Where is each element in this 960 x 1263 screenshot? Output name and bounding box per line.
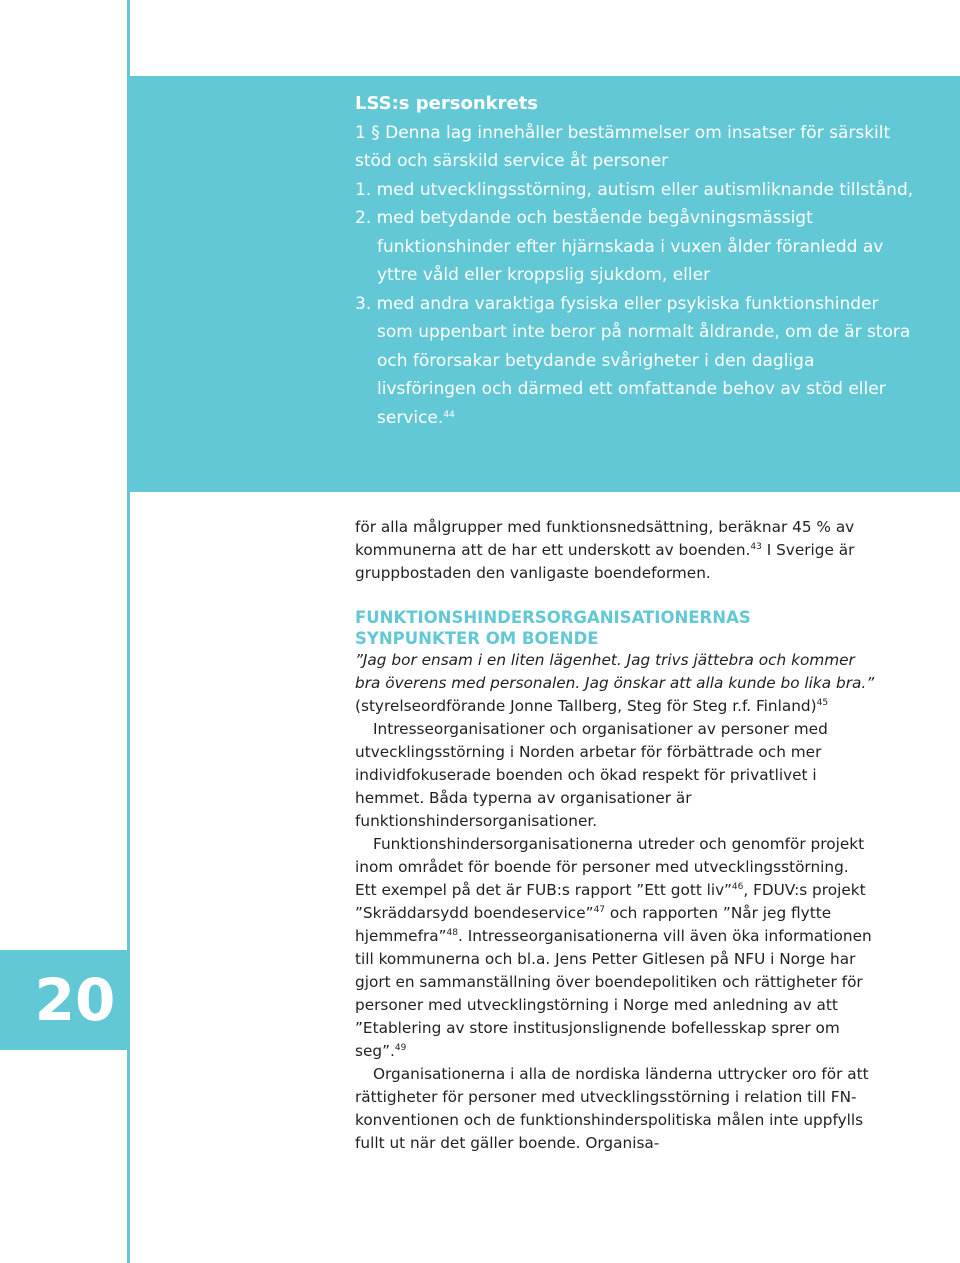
paragraph-text: för alla målgrupper med funktionsnedsättning, beräknar 45 % av kommunerna att de har ett underskott av boenden. <box>355 518 855 559</box>
info-box-content <box>355 90 915 432</box>
footnote-ref: 44 <box>443 409 455 420</box>
page-number: 20 <box>34 966 116 1034</box>
main-text <box>355 516 875 1155</box>
footnote-ref: 47 <box>593 905 606 915</box>
paragraph-text: och rapporten ”Når jeg flytte hjemmefra” <box>355 904 832 945</box>
paragraph <box>355 833 875 1063</box>
footnote-ref: 46 <box>731 882 744 892</box>
list-item-text: 3. med andra varaktiga fysiska eller psykiska funktionshinder som uppenbart inte beror på normalt åldrande, om de är stora och förorsakar betydande svårigheter i den dagliga livsföringen och därmed ett omfattande behov av stöd eller service. <box>355 293 911 428</box>
quote-source: (styrelseordförande Jonne Tallberg, Steg för Steg r.f. Finland) <box>355 697 817 715</box>
paragraph: Intresseorganisationer och organisationer av personer med utvecklingsstörning i Norden arbetar för förbättrade och mer individfokuserade boenden och ökad respekt för privatlivet i hemmet. Båda typerna av organisationer är funktionshindersorganisationer. <box>355 720 828 830</box>
footnote-ref: 49 <box>394 1043 407 1053</box>
paragraph-text: I Sverige är gruppbostaden den vanligaste boendeformen. <box>355 541 855 582</box>
paragraph: Organisationerna i alla de nordiska länderna uttrycker oro för att rättigheter för personer med utvecklingsstörning i relation till FN-konventionen och de funktionshinderspolitiska målen inte uppfylls fullt ut när det gäller boende. Organisa- <box>355 1065 869 1152</box>
footnote-ref: 45 <box>816 698 829 708</box>
page-number-box <box>0 950 130 1050</box>
list-item: 2. med betydande och bestående begåvningsmässigt funktionshinder efter hjärnskada i vuxen ålder föranledd av yttre våld eller kroppslig sjukdom, eller <box>355 208 884 285</box>
list-item <box>355 290 915 433</box>
info-box-title: LSS:s personkrets <box>355 93 539 114</box>
info-box-intro: 1 § Denna lag innehåller bestämmelser om insatser för särskilt stöd och särskild service åt personer <box>355 122 891 171</box>
quote-text: ”Jag bor ensam i en liten lägenhet. Jag trivs jättebra och kommer bra överens med personalen. Jag önskar att alla kunde bo lika bra.” <box>355 651 875 692</box>
paragraph-text: Funktionshindersorganisationerna utreder och genomför projekt inom området för boende för personer med utvecklingsstörning. Ett exempel på det är FUB:s rapport ”Ett gott liv” <box>355 835 865 899</box>
paragraph <box>355 516 875 585</box>
section-heading: FUNKTIONSHINDERSORGANISATIONERNAS SYNPUNKTER OM BOENDE <box>355 608 751 648</box>
paragraph-text: . Intresseorganisationerna vill även öka informationen till kommunerna och bl.a. Jens Petter Gitlesen på NFU i Norge har gjort en sammanställning över boendepolitiken och rättigheter för personer med utvecklingstörning i Norge med anledning av att ”Etablering av store institusjonslignende bofellesskap sprer om seg”. <box>355 927 872 1060</box>
list-item: 1. med utvecklingsstörning, autism eller autismliknande tillstånd, <box>355 179 914 200</box>
quote <box>355 649 875 718</box>
footnote-ref: 48 <box>446 928 458 938</box>
paragraph-text: , FDUV:s projekt ”Skräddarsydd boendeservice” <box>355 881 866 922</box>
footnote-ref: 43 <box>750 542 762 552</box>
